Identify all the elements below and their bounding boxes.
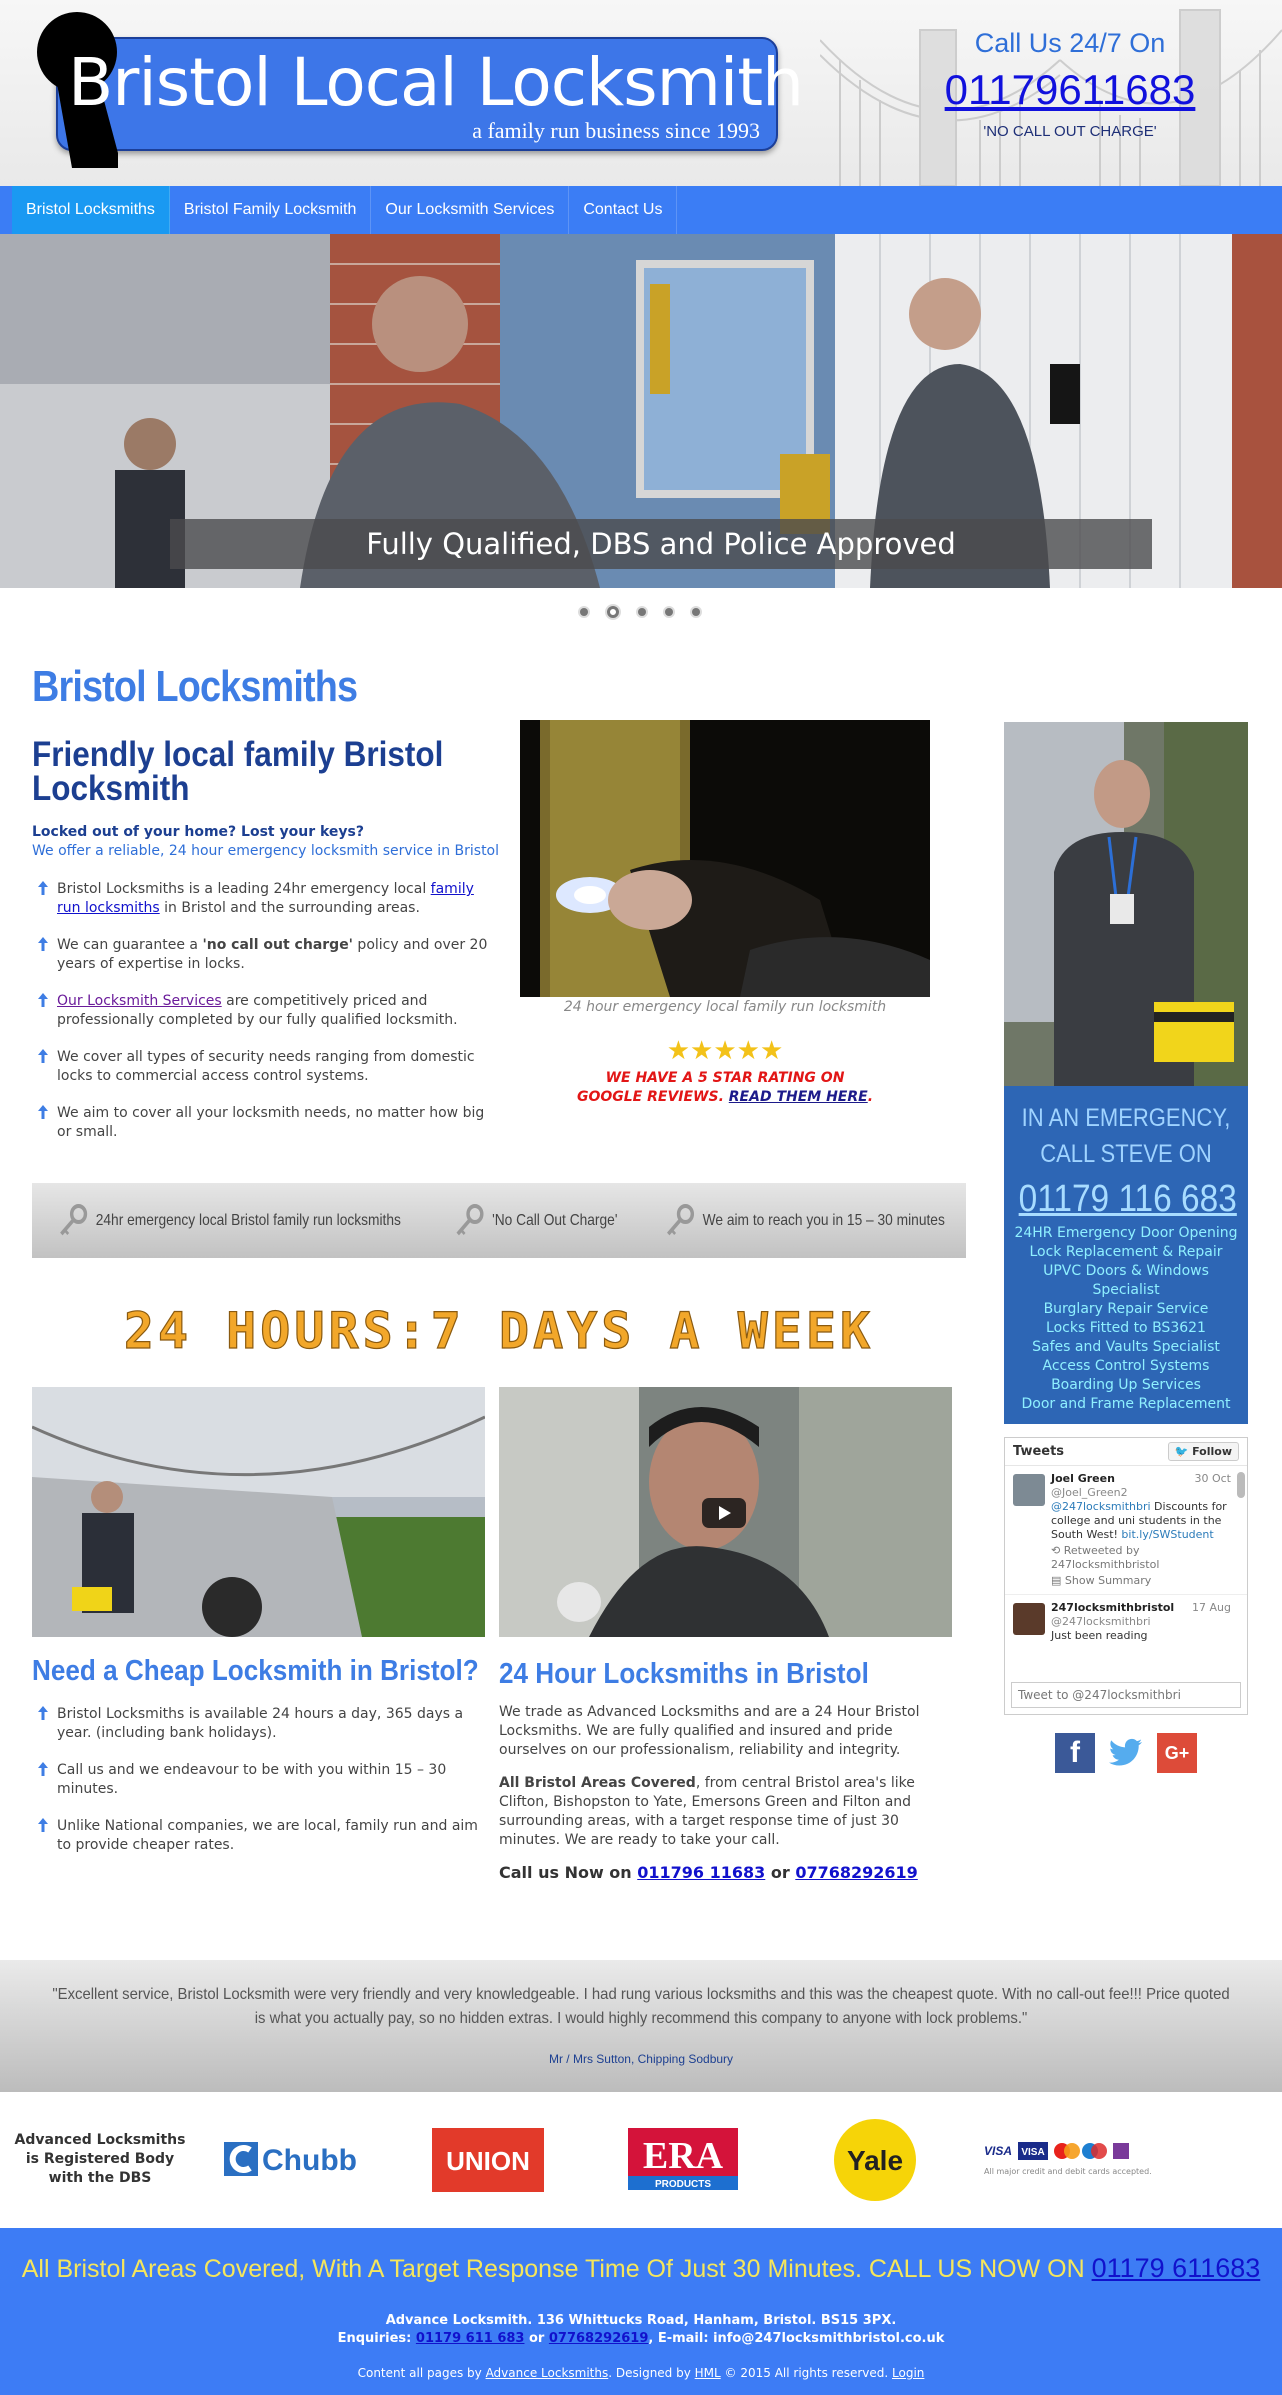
testimonial-author: Mr / Mrs Sutton, Chipping Sodbury: [548, 2052, 734, 2066]
areas-bold: All Bristol Areas Covered: [499, 1775, 696, 1791]
feature-item: [58, 1203, 401, 1239]
areas-text: , from central Bristol area's like Clifton, Bishopston to Yate, Emersons Green and Filton and surrounding areas, with a target response time of just 30 minutes. We are ready to take your call.: [499, 1775, 915, 1848]
advance-locksmiths-link[interactable]: Advance Locksmiths: [485, 2366, 609, 2380]
footer-address: Advance Locksmith. 136 Whittucks Road, Hanham, Bristol. BS15 3PX.: [385, 2313, 897, 2328]
emergency-phone-link[interactable]: 01179 116 683: [1018, 1178, 1237, 1220]
emergency-line: CALL STEVE ON: [1040, 1140, 1212, 1168]
footer-cta: [0, 2253, 1282, 2284]
bullet-text: Call us and we endeavour to be with you within 15 – 30 minutes.: [57, 1762, 447, 1797]
era-text: ERA: [642, 2135, 724, 2177]
phone-link-landline[interactable]: 011796 11683: [637, 1863, 766, 1882]
twitter-follow-button[interactable]: [1168, 1442, 1239, 1461]
list-item: [32, 936, 492, 974]
google-plus-icon[interactable]: G+: [1157, 1733, 1197, 1773]
call-now-cta: [499, 1863, 918, 1882]
cta-or: or: [765, 1863, 796, 1882]
list-item: [32, 992, 492, 1030]
rating-line: WE HAVE A 5 STAR RATING ON: [605, 1070, 845, 1086]
read-reviews-link[interactable]: READ THEM HERE: [728, 1089, 868, 1105]
tweet-author[interactable]: 247locksmithbristol: [1051, 1601, 1175, 1614]
feature-item: [454, 1203, 617, 1239]
bullet-text: We can guarantee a: [57, 937, 203, 953]
play-button-icon[interactable]: [702, 1498, 746, 1528]
dbs-registration-text: Advanced Locksmiths is Registered Body with the DBS: [14, 2132, 186, 2186]
emergency-panel: [1004, 1086, 1248, 1424]
arrow-up-icon: [38, 1105, 48, 1119]
header-phone-link[interactable]: 01179611683: [944, 66, 1196, 113]
login-link[interactable]: Login: [892, 2366, 925, 2380]
tweet-mention-link[interactable]: @247locksmithbri: [1051, 1500, 1151, 1513]
tweet-date[interactable]: 17 Aug: [1192, 1601, 1231, 1614]
service-item: Safes and Vaults Specialist: [1032, 1339, 1220, 1355]
arrow-up-icon: [38, 993, 48, 1007]
arrow-up-icon: [38, 1818, 48, 1832]
tweets-title: Tweets: [1013, 1444, 1065, 1459]
feature-text: 'No Call Out Charge': [491, 1211, 618, 1229]
arrow-up-icon: [38, 937, 48, 951]
enquiries-or: or: [524, 2331, 549, 2346]
photo-caption: 24 hour emergency local family run locksmith: [563, 999, 887, 1015]
avatar[interactable]: [1013, 1474, 1045, 1506]
key-icon: [665, 1203, 696, 1239]
bullet-text: Unlike National companies, we are local, family run and aim to provide cheaper rates.: [57, 1818, 478, 1853]
family-run-locksmiths-link[interactable]: family run locksmiths: [57, 881, 474, 916]
era-logo: [628, 2128, 738, 2190]
page-title: Bristol Locksmiths: [32, 662, 358, 711]
avatar[interactable]: [1013, 1603, 1045, 1635]
feature-item: [665, 1203, 945, 1239]
retweet-icon: ⟲: [1051, 1544, 1061, 1557]
arrow-up-icon: [38, 1762, 48, 1776]
emergency-line: IN AN EMERGENCY,: [1021, 1104, 1231, 1132]
rating-line: GOOGLE REVIEWS.: [576, 1089, 729, 1105]
tweets-header: [1005, 1438, 1247, 1466]
show-summary-link[interactable]: [1051, 1574, 1231, 1588]
bullet-text: We cover all types of security needs ranging from domestic locks to commercial access control systems.: [57, 1049, 475, 1084]
bullet-text: We aim to cover all your locksmith needs, no matter how big or small.: [57, 1105, 485, 1140]
bullet-text: Bristol Locksmiths is a leading 24hr emergency local: [57, 881, 431, 897]
retweet-text: Retweeted by 247locksmithbristol: [1051, 1544, 1160, 1571]
24-hour-paragraph: We trade as Advanced Locksmiths and are a 24 Hour Bristol Locksmiths. We are fully qualified and insured and pride ourselves on our professionalism, reliability and integrity.: [499, 1704, 920, 1758]
social-links: [1055, 1733, 1197, 1773]
areas-paragraph: [499, 1774, 954, 1850]
van-photo: [32, 1387, 485, 1637]
steve-photo: [1004, 722, 1248, 1086]
visa-electron-text: VISA: [1021, 2147, 1045, 2158]
service-item: Burglary Repair Service: [1043, 1301, 1209, 1317]
enquiries-label: Enquiries:: [337, 2331, 416, 2346]
footer-mobile-link[interactable]: 07768292619: [548, 2331, 649, 2346]
chubb-text: Chubb: [262, 2144, 357, 2177]
google-rating-text: [520, 1069, 930, 1107]
tweet-date[interactable]: 30 Oct: [1194, 1472, 1231, 1485]
bullet-text: Bristol Locksmiths is available 24 hours a day, 365 days a year. (including bank holidays).: [57, 1706, 464, 1741]
tweet-handle: @Joel_Green2: [1051, 1486, 1128, 1499]
list-item: [32, 1817, 482, 1855]
arrow-up-icon: [38, 881, 48, 895]
tweet-text: [1051, 1500, 1231, 1542]
hml-link[interactable]: HML: [694, 2366, 721, 2380]
list-item: [32, 1705, 482, 1743]
intro-question: Locked out of your home? Lost your keys?: [32, 824, 364, 840]
testimonial-quote: "Excellent service, Bristol Locksmith were very friendly and very knowledgeable. I had rung various locksmiths and this was the cheapest quote. With no call-out fee!!! Price quoted is what you actually pay, so no hidden extras. I would highly recommend this company to anyone with lock problems.": [52, 1986, 1230, 2027]
tweets-scrollbar[interactable]: [1237, 1472, 1245, 1498]
locksmith-lock-photo: [520, 720, 930, 997]
union-logo: [432, 2128, 544, 2192]
slider-dot[interactable]: [692, 608, 700, 616]
visa-text: VISA: [984, 2144, 1013, 2158]
arrow-up-icon: [38, 1049, 48, 1063]
phone-link-mobile[interactable]: 07768292619: [795, 1863, 918, 1882]
chubb-logo: [222, 2138, 366, 2180]
copyright-text: © 2015 All rights reserved.: [720, 2366, 893, 2380]
summary-icon: ▤: [1051, 1574, 1062, 1587]
twitter-widget: [1004, 1437, 1248, 1715]
twitter-icon[interactable]: [1106, 1733, 1146, 1773]
feature-text: 24hr emergency local Bristol family run locksmiths: [95, 1211, 401, 1229]
service-item: UPVC Doors & Windows: [1043, 1263, 1209, 1279]
key-icon: [454, 1203, 485, 1239]
hours-banner: [32, 1302, 966, 1362]
slider-caption: Fully Qualified, DBS and Police Approved: [170, 519, 1152, 569]
star-rating: ★★★★★: [666, 1036, 784, 1066]
tweet-author[interactable]: Joel Green: [1051, 1472, 1115, 1485]
service-item: Lock Replacement & Repair: [1029, 1244, 1223, 1260]
24-hour-heading: 24 Hour Locksmiths in Bristol: [499, 1658, 869, 1690]
rating-end: .: [867, 1089, 874, 1105]
logo-title: Bristol Local Locksmith: [68, 44, 803, 121]
list-item: [32, 1104, 492, 1142]
cta-text: Call us Now on: [499, 1863, 638, 1882]
footer-cta-text: All Bristol Areas Covered, With A Target Response Time Of Just 30 Minutes. CALL US NOW ON: [21, 2255, 1092, 2283]
slider-dots: [580, 604, 700, 620]
list-item: [32, 1048, 492, 1086]
feature-bar: [32, 1183, 966, 1258]
service-item: Door and Frame Replacement: [1021, 1396, 1231, 1412]
summary-text: Show Summary: [1064, 1574, 1152, 1587]
no-callout-note: 'NO CALL OUT CHARGE': [983, 123, 1157, 140]
site-header: [0, 0, 1282, 186]
logo-tagline: a family run business since 1993: [472, 118, 760, 143]
tweet[interactable]: [1005, 1466, 1247, 1595]
service-item: Locks Fitted to BS3621: [1046, 1320, 1206, 1336]
arrow-up-icon: [38, 1706, 48, 1720]
cheap-bullet-list: [32, 1705, 482, 1873]
slider-dot-active[interactable]: [607, 606, 619, 618]
section-title: Friendly local family Bristol Locksmith: [32, 735, 444, 808]
intro-bullet-list: [32, 880, 492, 1160]
tweet-body: Just been reading: [1051, 1629, 1148, 1642]
service-item: Access Control Systems: [1042, 1358, 1210, 1374]
nav-item-contact[interactable]: Contact Us: [569, 186, 677, 234]
follow-label: Follow: [1192, 1445, 1232, 1458]
yale-logo: [833, 2118, 917, 2202]
cheap-locksmith-heading: Need a Cheap Locksmith in Bristol?: [32, 1655, 479, 1687]
footer-copyright: [0, 2366, 1282, 2380]
feature-text: We aim to reach you in 15 – 30 minutes: [703, 1211, 946, 1229]
intro-text: We offer a reliable, 24 hour emergency locksmith service in Bristol: [32, 843, 500, 859]
hours-text: 24 HOURS:7 DAYS A WEEK: [123, 1302, 875, 1360]
services-list: [1004, 1224, 1248, 1414]
nav-item-bristol-locksmiths[interactable]: Bristol Locksmiths: [12, 186, 170, 234]
service-item: Boarding Up Services: [1051, 1377, 1201, 1393]
yale-text: Yale: [846, 2145, 904, 2176]
bullet-text: in Bristol and the surrounding areas.: [159, 900, 420, 916]
service-item: Specialist: [1092, 1282, 1160, 1298]
slider-dot[interactable]: [580, 608, 588, 616]
era-subtext: PRODUCTS: [654, 2179, 712, 2190]
tweet-body: Discounts for college and uni students in the South West!: [1051, 1500, 1227, 1541]
footer-email: , E-mail: info@247locksmithbristol.co.uk: [648, 2331, 945, 2346]
nav-item-family-locksmith[interactable]: Bristol Family Locksmith: [170, 186, 371, 234]
locksmith-services-link[interactable]: Our Locksmith Services: [57, 993, 222, 1009]
bullet-bold: 'no call out charge': [202, 937, 353, 953]
slider-dot[interactable]: [638, 608, 646, 616]
tweet-url-link[interactable]: bit.ly/SWStudent: [1121, 1528, 1214, 1541]
tweet-handle: @247locksmithbri: [1051, 1615, 1151, 1628]
cards-accepted-note: All major credit and debit cards accepted.: [984, 2167, 1152, 2176]
retweet-info: [1051, 1544, 1231, 1572]
bullet-text: policy and over 20 years of expertise in locks.: [57, 937, 488, 972]
twitter-bird-icon: 🐦: [1174, 1445, 1189, 1458]
copyright-text: . Designed by: [608, 2366, 695, 2380]
key-icon: [58, 1203, 89, 1239]
footer-landline-link[interactable]: 01179 611 683: [415, 2331, 525, 2346]
tweet-to-input[interactable]: Tweet to @247locksmithbri: [1011, 1682, 1241, 1708]
slider-dot[interactable]: [665, 608, 673, 616]
footer-enquiries: [0, 2331, 1282, 2346]
tweet[interactable]: [1005, 1595, 1247, 1649]
list-item: [32, 1761, 482, 1799]
footer-phone-link[interactable]: 01179 611683: [1091, 2253, 1261, 2283]
list-item: [32, 880, 492, 918]
main-nav: [0, 186, 1282, 234]
facebook-icon[interactable]: f: [1055, 1733, 1095, 1773]
service-item: 24HR Emergency Door Opening: [1014, 1225, 1238, 1241]
union-text: UNION: [446, 2146, 530, 2176]
copyright-text: Content all pages by: [357, 2366, 486, 2380]
payment-cards-logo: [982, 2138, 1154, 2178]
bullet-text: are competitively priced and professionally completed by our fully qualified locksmith.: [57, 993, 458, 1028]
call-label: Call Us 24/7 On: [974, 28, 1166, 58]
nav-item-services[interactable]: Our Locksmith Services: [371, 186, 569, 234]
